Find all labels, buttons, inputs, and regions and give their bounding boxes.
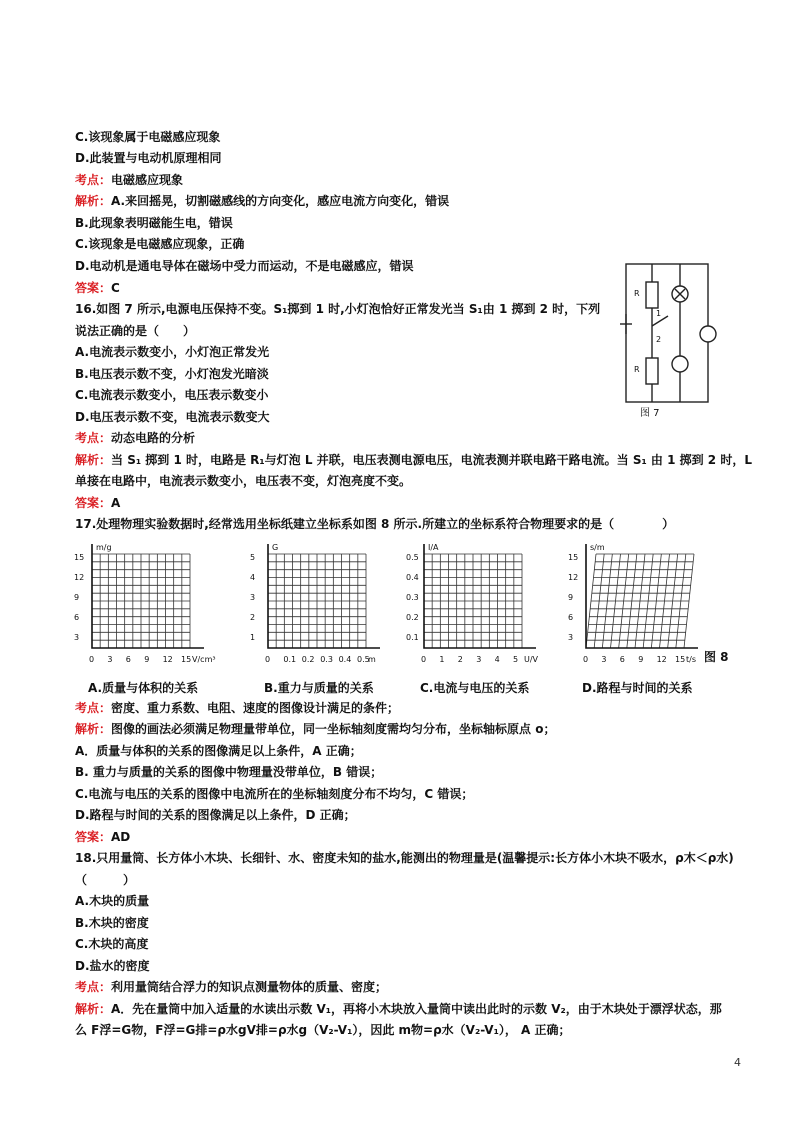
text-line — [75, 1022, 571, 1038]
text-line — [75, 323, 195, 339]
text-line — [75, 958, 150, 974]
y-tick-label: 9 — [568, 592, 574, 602]
line-text: C.电流表示数变小，电压表示数变小 — [75, 388, 269, 402]
y-axis-label: G — [272, 543, 279, 552]
text-line — [75, 129, 220, 145]
line-text: AD — [111, 830, 131, 844]
y-tick-label: 15 — [568, 553, 579, 562]
x-tick-label: 0 — [265, 655, 271, 664]
y-tick-label: 0.1 — [406, 632, 419, 642]
line-text: B.此现象表明磁能生电，错误 — [75, 216, 233, 230]
section-label: 考点： — [75, 701, 112, 715]
line-text: 18.只用量筒、长方体小木块、长细针、水、密度未知的盐水,能测出的物理量是(温馨提示:长方体小木块不吸水，ρ木＜ρ水) — [75, 851, 734, 865]
text-line — [75, 193, 449, 209]
x-tick-label: 2 — [457, 655, 463, 664]
text-line — [75, 829, 130, 845]
graph-option-d: D.路程与时间的关系 — [582, 681, 693, 695]
y-tick-label: 4 — [250, 572, 256, 582]
text-line — [75, 387, 268, 403]
text-line — [75, 700, 399, 716]
graph-c — [404, 538, 539, 666]
line-text: D.路程与时间的关系的图像满足以上条件，D 正确； — [75, 808, 356, 822]
fig7-caption: 图 7 — [640, 408, 660, 419]
line-text: C.木块的高度 — [75, 937, 149, 951]
y-tick-label: 15 — [74, 553, 85, 562]
y-tick-label: 6 — [74, 612, 80, 622]
text-line — [75, 473, 411, 489]
text-line — [75, 516, 674, 532]
line-text: B. 重力与质量的关系的图像中物理量没带单位，B 错误； — [75, 765, 383, 779]
line-text: 利用量筒结合浮力的知识点测量物体的质量、密度； — [111, 980, 388, 994]
y-tick-label: 5 — [250, 553, 256, 562]
y-axis-label: I/A — [428, 543, 439, 552]
x-tick-label: 0.5 — [357, 655, 370, 664]
text-line — [75, 979, 387, 995]
y-tick-label: 6 — [568, 612, 574, 622]
text-line — [75, 430, 195, 446]
text-line — [75, 807, 356, 823]
line-text: C.该现象是电磁感应现象，正确 — [75, 237, 245, 251]
text-line — [75, 893, 149, 909]
grid-lines — [586, 554, 694, 648]
text-line — [75, 764, 382, 780]
line-text: 单接在电路中，电流表示数变小，电压表不变，灯泡亮度不变。 — [75, 474, 412, 488]
text-line — [75, 344, 269, 360]
text-line — [75, 872, 135, 888]
text-line — [75, 721, 555, 737]
y-tick-label: 12 — [74, 572, 85, 582]
x-tick-label: 0.3 — [320, 655, 333, 664]
y-tick-label: 0.5 — [406, 553, 419, 562]
x-tick-label: 9 — [638, 655, 644, 664]
section-label: 答案： — [75, 281, 112, 295]
text-line — [75, 280, 120, 296]
x-axis-label: m — [368, 655, 376, 664]
section-label: 考点： — [75, 980, 112, 994]
y-tick-label: 0.3 — [406, 592, 419, 602]
x-tick-label: 3 — [476, 655, 482, 664]
line-text: D.电动机是通电导体在磁场中受力而运动，不是电磁感应，错误 — [75, 259, 414, 273]
x-tick-label: 0 — [89, 655, 95, 664]
section-label: 解析： — [75, 722, 112, 736]
y-tick-label: 1 — [250, 632, 256, 642]
line-text: 17.处理物理实验数据时,经常选用坐标纸建立坐标系如图 8 所示.所建立的坐标系符合物理要求的是（ ） — [75, 517, 675, 531]
fig7-r-top-label: R — [634, 289, 640, 298]
text-line — [75, 495, 120, 511]
x-tick-label: 6 — [125, 655, 131, 664]
text-line — [75, 409, 270, 425]
graph-option-b: B.重力与质量的关系 — [264, 681, 374, 695]
x-tick-label: 0 — [583, 655, 589, 664]
fig7-switch-2: 2 — [656, 335, 662, 344]
line-text: D.电压表示数不变，电流表示数变大 — [75, 410, 270, 424]
text-line — [75, 936, 148, 952]
graph-a — [72, 538, 216, 666]
text-line — [75, 786, 473, 802]
text-line — [75, 150, 222, 166]
line-text: 么 F浮=G物，F浮=G排=ρ水gV排=ρ水g（V₂-V₁），因此 m物=ρ水（V₂-V₁）， A 正确； — [75, 1023, 571, 1037]
line-text: D.此装置与电动机原理相同 — [75, 151, 222, 165]
text-line — [75, 850, 734, 866]
x-tick-label: 15 — [675, 655, 686, 664]
x-tick-label: 4 — [494, 655, 500, 664]
text-line — [75, 172, 183, 188]
text-line — [75, 452, 752, 468]
x-tick-label: 0.2 — [301, 655, 315, 664]
grid-lines — [92, 554, 190, 648]
graph-b — [248, 538, 383, 666]
section-label: 答案： — [75, 496, 112, 510]
y-tick-label: 3 — [74, 632, 80, 642]
x-axis-label: t/s — [686, 655, 696, 664]
y-axis-label: s/m — [590, 543, 605, 552]
x-axis-label: V/cm³ — [192, 655, 216, 664]
grid-lines — [268, 554, 366, 648]
fig7-r-bottom-label: R — [634, 365, 640, 374]
line-text: B.木块的密度 — [75, 916, 149, 930]
fig7-switch-1: 1 — [656, 309, 662, 318]
line-text: A．质量与体积的关系的图像满足以上条件，A 正确； — [75, 744, 362, 758]
x-tick-label: 12 — [162, 655, 173, 664]
section-label: 答案： — [75, 830, 112, 844]
section-label: 解析： — [75, 453, 112, 467]
section-label: 解析： — [75, 194, 112, 208]
line-text: C.该现象属于电磁感应现象 — [75, 130, 221, 144]
section-label: 解析： — [75, 1002, 112, 1016]
x-axis-label: U/V — [524, 655, 539, 664]
line-text: A.电流表示数变小，小灯泡正常发光 — [75, 345, 270, 359]
line-text: 图像的画法必须满足物理量带单位，同一坐标轴刻度需均匀分布，坐标轴标原点 o； — [111, 722, 556, 736]
y-tick-label: 0.2 — [406, 612, 419, 622]
section-label: 考点： — [75, 431, 112, 445]
y-tick-label: 9 — [74, 592, 80, 602]
line-text: 当 S₁ 掷到 1 时，电路是 R₁与灯泡 L 并联，电压表测电源电压，电流表测并联电路干路电流。当 S₁ 由 1 掷到 2 时，L — [111, 453, 752, 467]
graph-d — [566, 538, 701, 666]
x-tick-label: 12 — [656, 655, 667, 664]
y-tick-label: 3 — [250, 592, 256, 602]
text-line — [75, 301, 600, 317]
line-text: A.来回摇晃，切割磁感线的方向变化，感应电流方向变化，错误 — [111, 194, 450, 208]
text-line — [75, 915, 149, 931]
y-tick-label: 12 — [568, 572, 579, 582]
x-tick-label: 0.1 — [283, 655, 297, 664]
graph-option-c: C.电流与电压的关系 — [420, 681, 530, 695]
text-line — [75, 236, 244, 252]
line-text: A.木块的质量 — [75, 894, 150, 908]
line-text: B.电压表示数不变，小灯泡发光暗淡 — [75, 367, 269, 381]
fig8-caption: 图 8 — [704, 650, 729, 664]
section-label: 考点： — [75, 173, 112, 187]
y-tick-label: 3 — [568, 632, 574, 642]
line-text: C.电流与电压的关系的图像中电流所在的坐标轴刻度分布不均匀，C 错误； — [75, 787, 474, 801]
x-tick-label: 3 — [107, 655, 113, 664]
y-axis-label: m/g — [96, 543, 112, 552]
line-text: D.盐水的密度 — [75, 959, 150, 973]
text-line — [75, 366, 269, 382]
x-tick-label: 6 — [619, 655, 625, 664]
text-line — [75, 215, 233, 231]
line-text: A．先在量筒中加入适量的水读出示数 V₁，再将小木块放入量筒中读出此时的示数 V₂，由于木块处于漂浮状态，那 — [111, 1002, 722, 1016]
graph-option-a: A.质量与体积的关系 — [88, 681, 199, 695]
x-tick-label: 3 — [601, 655, 607, 664]
line-text: 16.如图 7 所示,电源电压保持不变。S₁掷到 1 时,小灯泡恰好正常发光当 S₁由 1 掷到 2 时，下列 — [75, 302, 601, 316]
x-tick-label: 0.4 — [338, 655, 352, 664]
page-number: 4 — [734, 1056, 741, 1069]
line-text: 动态电路的分析 — [111, 431, 196, 445]
x-tick-label: 9 — [144, 655, 150, 664]
x-tick-label: 5 — [513, 655, 519, 664]
line-text: A — [111, 496, 121, 510]
grid-lines — [424, 554, 522, 648]
line-text: 电磁感应现象 — [111, 173, 184, 187]
line-text: （ ） — [75, 873, 136, 887]
line-text: 密度、重力系数、电阻、速度的图像设计满足的条件； — [111, 701, 400, 715]
text-line — [75, 258, 414, 274]
y-tick-label: 2 — [250, 612, 256, 622]
text-line — [75, 743, 362, 759]
line-text: 说法正确的是（ ） — [75, 324, 196, 338]
text-line — [75, 1001, 722, 1017]
line-text: C — [111, 281, 120, 295]
x-tick-label: 0 — [421, 655, 427, 664]
y-tick-label: 0.4 — [406, 572, 419, 582]
x-tick-label: 15 — [181, 655, 192, 664]
x-tick-label: 1 — [439, 655, 445, 664]
figure-7-circuit — [606, 254, 716, 424]
